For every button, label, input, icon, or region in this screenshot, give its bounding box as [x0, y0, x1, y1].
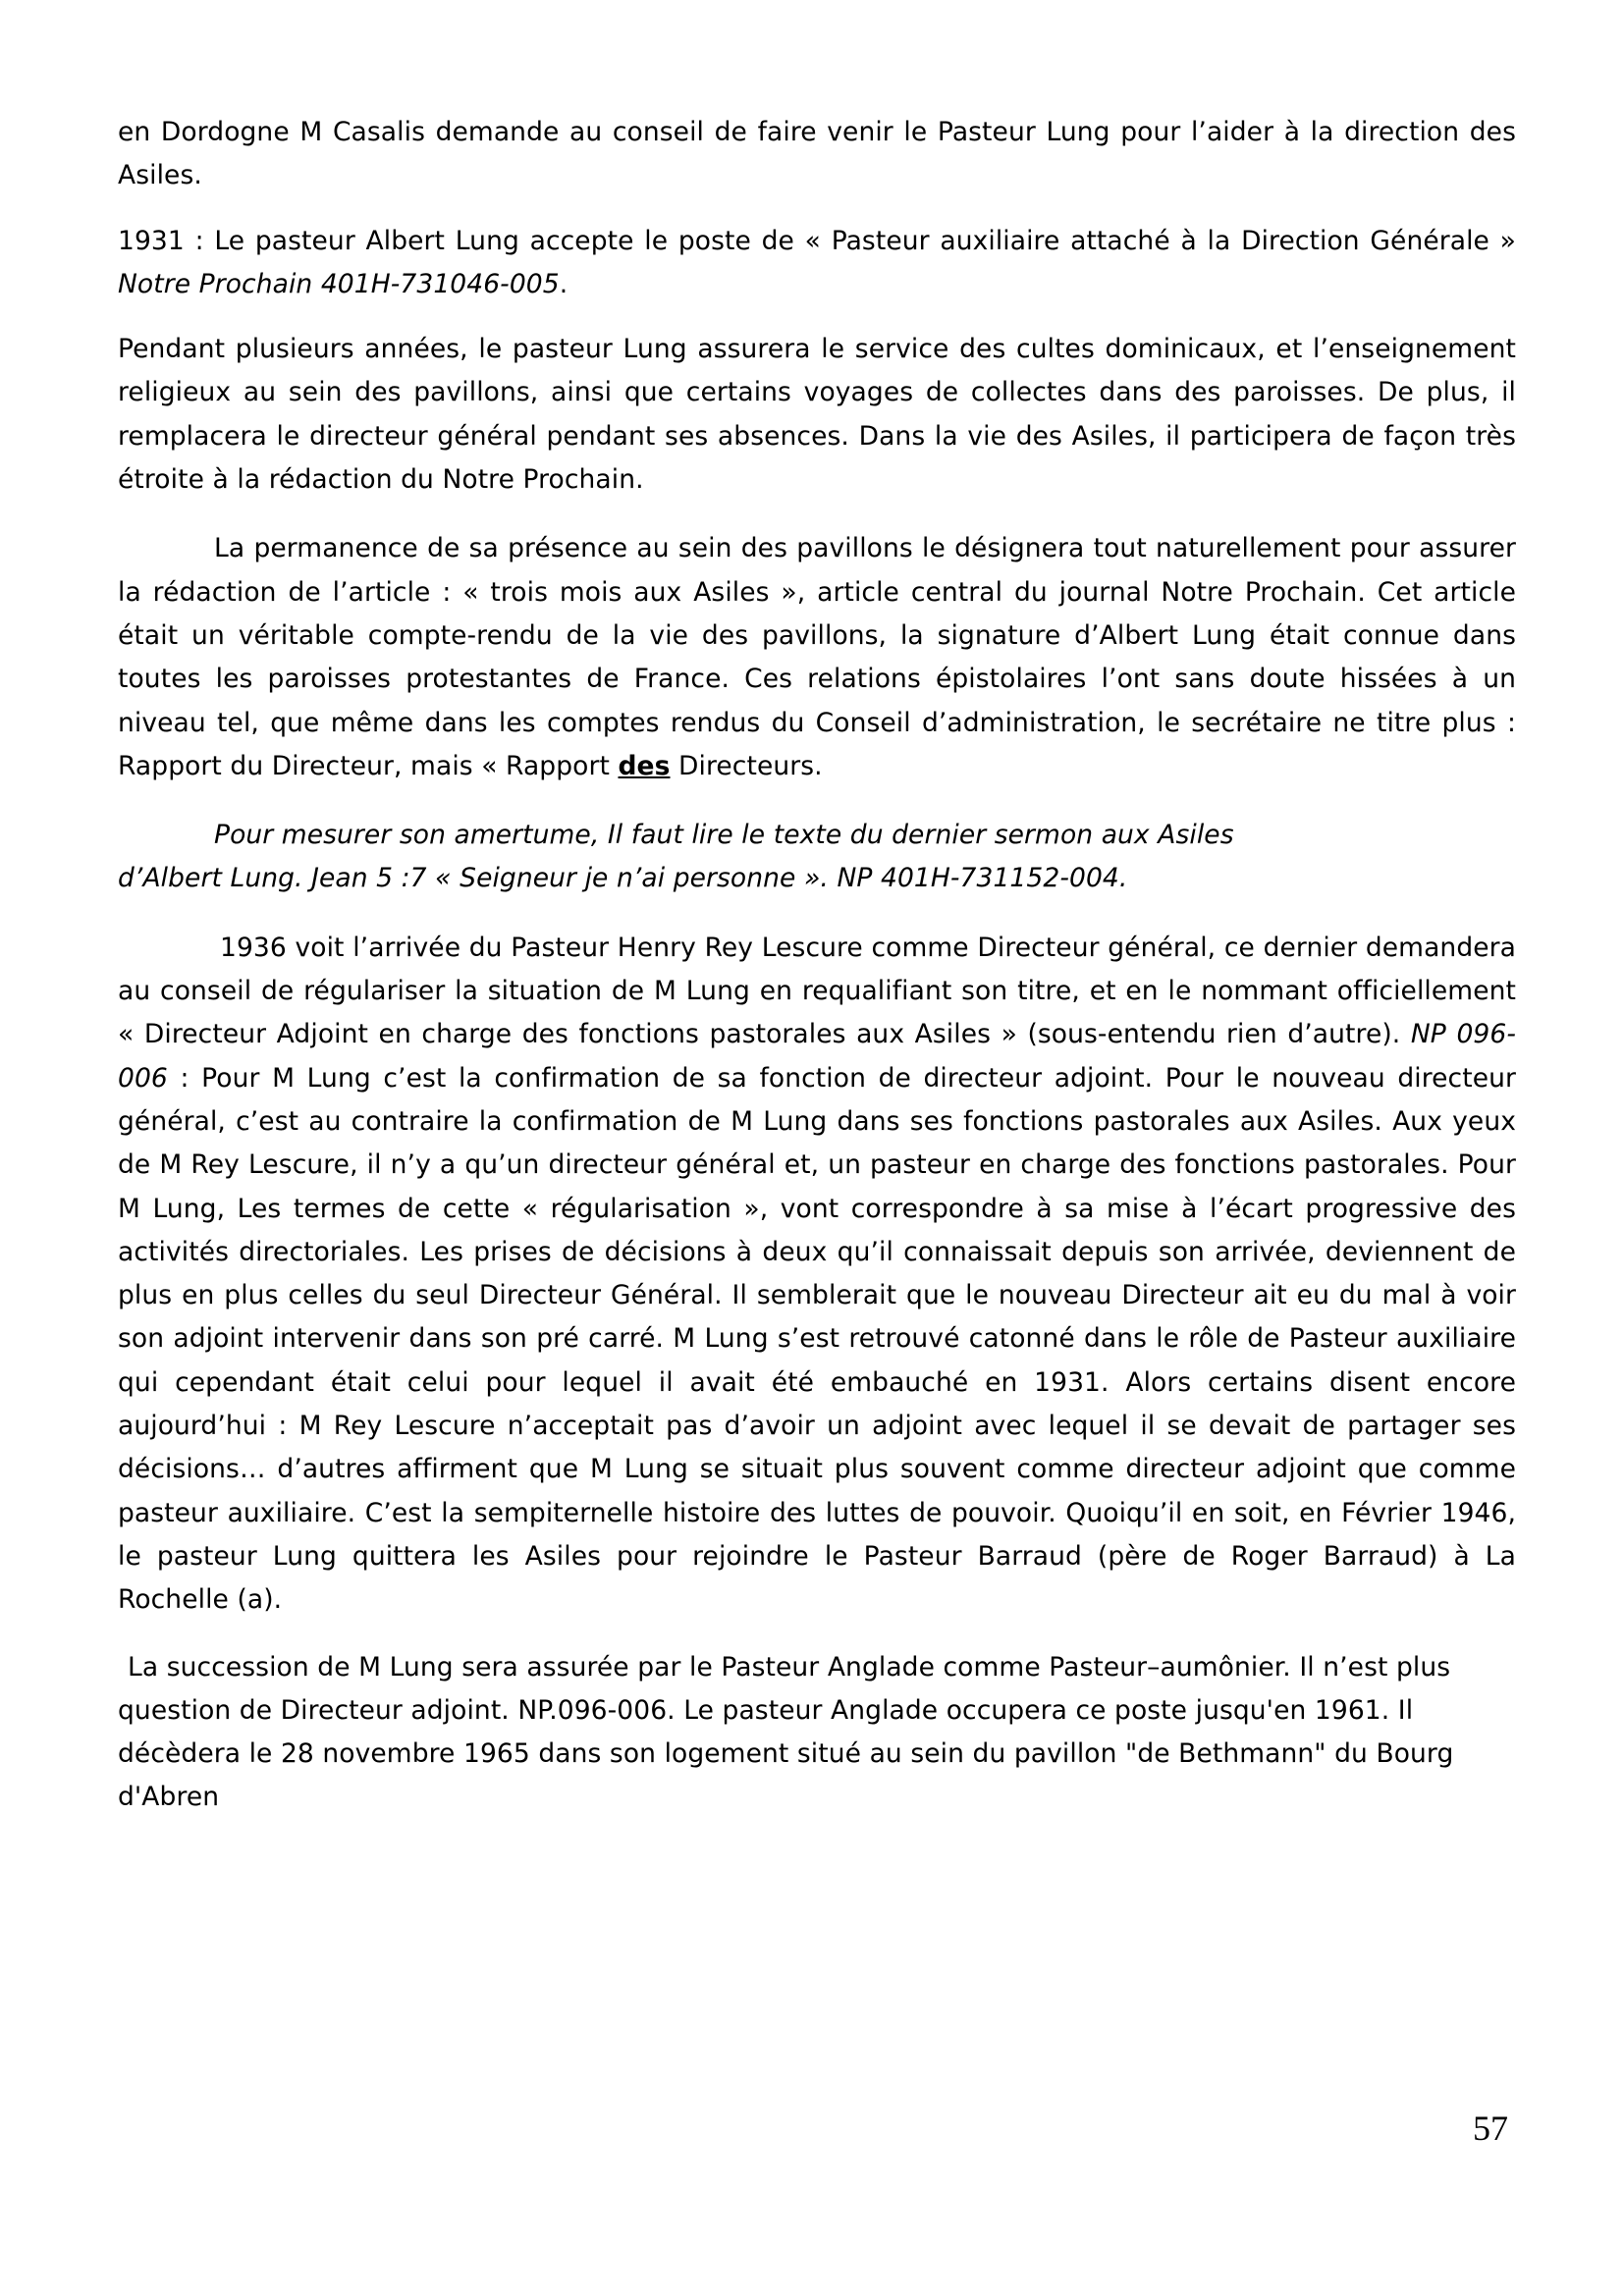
sermon-line-1: Pour mesurer son amertume, Il faut lire le texte du dernier sermon aux Asiles: [214, 820, 1234, 851]
sermon-line-2: d’Albert Lung. Jean 5 :7 « Seigneur je n’ai personne ». NP 401H-731152-004.: [118, 863, 1128, 894]
archive-reference: Notre Prochain 401H-731046-005: [118, 268, 560, 299]
paragraph-notre-prochain-article: [118, 527, 1516, 788]
paragraph-text: La permanence de sa présence au sein des pavillons le désignera tout naturellement pour assurer la rédaction de l’article : « trois mois aux Asiles », article central du journal Notre Prochain. Cet article était un véritable compte-rendu de la vie des pavillons, la signature d’Albert Lung était connue dans toutes les paroisses protestantes de France. Ces relations épistolaires l’ont sans doute hissées à un niveau tel, que même dans les comptes rendus du Conseil d’administration, le secrétaire ne titre plus : Rapport du Directeur, mais « Rapport: [118, 533, 1516, 781]
paragraph-anglade-succession: La succession de M Lung sera assurée par le Pasteur Anglade comme Pasteur–aumônier. Il n’est plus question de Directeur adjoint. NP.096-006. Le pasteur Anglade occupera ce poste jusqu'en 1961. Il décèdera le 28 novembre 1965 dans son logement situé au sein du pavillon "de Bethmann" du Bourg d'Abren: [118, 1651, 1454, 1813]
paragraph-text-continued: : Pour M Lung c’est la confirmation de sa fonction de directeur adjoint. Pour le nouveau directeur général, c’est au contraire la confirmation de M Lung dans ses fonctions pastorales aux Asiles. Aux yeux de M Rey Lescure, il n’y a qu’un directeur général et, un pasteur en charge des fonctions pastorales. Pour M Lung, Les termes de cette « régularisation », vont correspondre à sa mise à l’écart progressive des activités directoriales. Les prises de décisions à deux qu’il connaissait depuis son arrivée, deviennent de plus en plus celles du seul Directeur Général. Il semblerait que le nouveau Directeur ait eu du mal à voir son adjoint intervenir dans son pré carré. M Lung s’est retrouvé catonné dans le rôle de Pasteur auxiliaire qui cependant était celui pour lequel il avait été embauché en 1931. Alors certains disent encore aujourd’hui : M Rey Lescure n’acceptait pas d’avoir un adjoint avec lequel il se devait de partager ses décisions… d’autres affirment que M Lung se situait plus souvent comme directeur adjoint que comme pasteur auxiliaire. C’est la sempiternelle histoire des luttes de pouvoir. Quoiqu’il en soit, en Février 1946, le pasteur Lung quittera les Asiles pour rejoindre le Pasteur Barraud (père de Roger Barraud) à La Rochelle (a).: [118, 1062, 1516, 1616]
paragraph-1936-rey-lescure: [118, 927, 1516, 1623]
paragraph-casalis-request: en Dordogne M Casalis demande au conseil de faire venir le Pasteur Lung pour l’aider à la direction des Asiles.: [118, 117, 1516, 191]
archive-reference: NP 096-006: [118, 1019, 1516, 1094]
page-number: 57: [1473, 2109, 1508, 2148]
paragraph-end: .: [559, 268, 568, 299]
document-page: [118, 111, 1516, 1820]
paragraph-text: 1936 voit l’arrivée du Pasteur Henry Rey Lescure comme Directeur général, ce dernier demandera au conseil de régulariser la situation de M Lung en requalifiant son titre, et en le nommant officiellement « Directeur Adjoint en charge des fonctions pastorales aux Asiles » (sous-entendu rien d’autre).: [118, 932, 1516, 1050]
paragraph-duties: Pendant plusieurs années, le pasteur Lung assurera le service des cultes dominicaux, et l’enseignement religieux au sein des pavillons, ainsi que certains voyages de collectes dans des paroisses. De plus, il remplacera le directeur général pendant ses absences. Dans la vie des Asiles, il participera de façon très étroite à la rédaction du Notre Prochain.: [118, 334, 1516, 496]
paragraph-end: Directeurs.: [670, 750, 823, 781]
paragraph-1931-appointment: [118, 220, 1516, 307]
emphasized-word: des: [618, 750, 671, 781]
paragraph-last-sermon: [118, 814, 1516, 901]
paragraph-text: 1931 : Le pasteur Albert Lung accepte le poste de « Pasteur auxiliaire attaché à la Direction Générale »: [118, 225, 1516, 256]
